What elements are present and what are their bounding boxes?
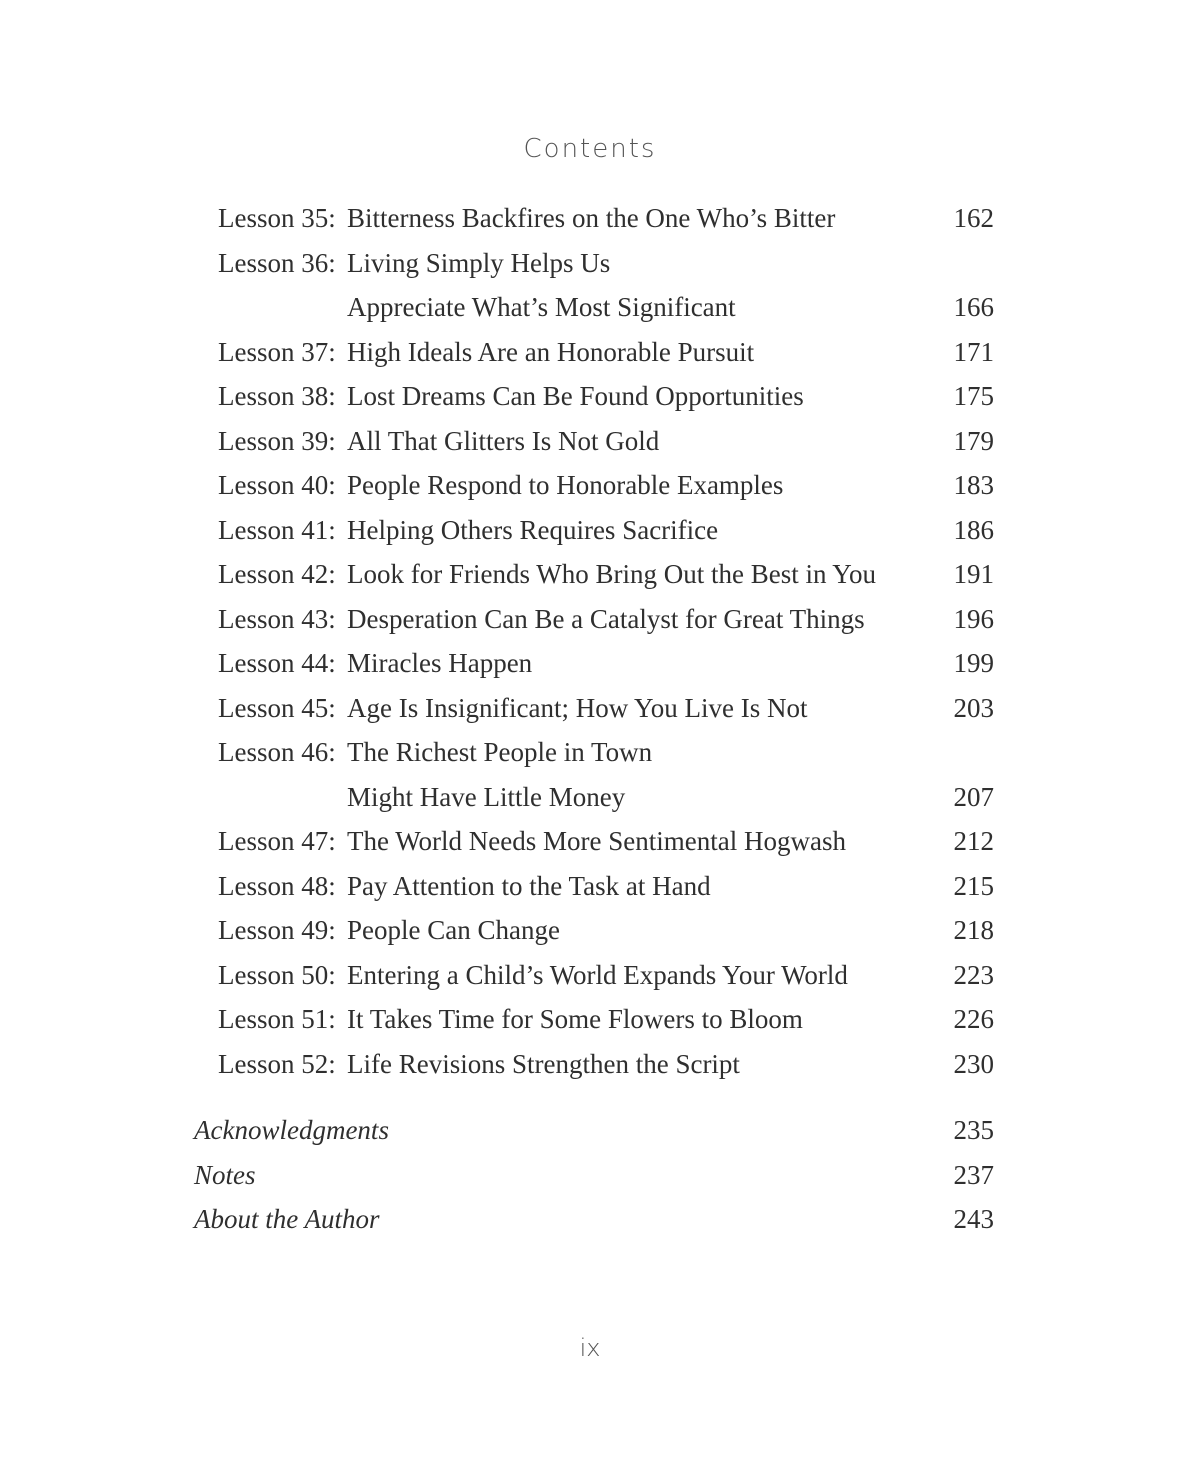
page-reference: 203 xyxy=(953,692,994,723)
lesson-number: Lesson 43: xyxy=(218,603,336,634)
back-matter-entry[interactable] xyxy=(194,1153,994,1198)
lesson-number: Lesson 42: xyxy=(218,559,336,589)
lesson-number: Lesson 37: xyxy=(218,336,336,367)
lesson-number: Lesson 52: xyxy=(218,1048,336,1079)
page-reference: 199 xyxy=(953,648,994,678)
toc-entry[interactable] xyxy=(218,597,994,642)
lesson-title: People Can Change xyxy=(347,915,560,945)
toc-entry-continuation[interactable] xyxy=(218,775,994,820)
lesson-title: The World Needs More Sentimental Hogwash xyxy=(347,826,846,856)
lesson-title: Age Is Insignificant; How You Live Is Not xyxy=(347,692,808,723)
back-matter-title: About the Author xyxy=(194,1204,380,1234)
toc-entry[interactable] xyxy=(218,864,994,909)
lesson-number: Lesson 40: xyxy=(218,470,336,500)
toc-lessons-list xyxy=(218,196,994,1086)
lesson-title: Desperation Can Be a Catalyst for Great Things xyxy=(347,603,865,634)
page-reference: 207 xyxy=(953,781,994,812)
lesson-title-continuation: Appreciate What’s Most Significant xyxy=(347,292,736,322)
lesson-number: Lesson 44: xyxy=(218,648,336,678)
lesson-title: Lost Dreams Can Be Found Opportunities xyxy=(347,381,804,411)
page-title: Contents xyxy=(523,134,657,164)
page-reference: 183 xyxy=(953,470,994,500)
lesson-number: Lesson 50: xyxy=(218,959,336,990)
page-reference: 226 xyxy=(953,1004,994,1034)
back-matter-title: Acknowledgments xyxy=(194,1115,389,1145)
toc-entry[interactable] xyxy=(218,241,994,286)
toc-entry[interactable] xyxy=(218,953,994,998)
back-matter-entry[interactable] xyxy=(194,1197,994,1242)
back-matter-entry[interactable] xyxy=(194,1108,994,1153)
lesson-number: Lesson 39: xyxy=(218,425,336,456)
back-matter-title: Notes xyxy=(194,1159,256,1190)
page-reference: 196 xyxy=(953,603,994,634)
lesson-number: Lesson 47: xyxy=(218,826,336,856)
toc-back-matter-list xyxy=(194,1108,994,1242)
page-reference: 218 xyxy=(953,915,994,945)
toc-entry[interactable] xyxy=(218,730,994,775)
page-reference: 215 xyxy=(953,870,994,901)
lesson-number: Lesson 41: xyxy=(218,514,336,545)
toc-entry[interactable] xyxy=(218,463,994,508)
lesson-title: It Takes Time for Some Flowers to Bloom xyxy=(347,1004,803,1034)
lesson-number: Lesson 35: xyxy=(218,203,336,233)
toc-entry[interactable] xyxy=(218,908,994,953)
toc-entry[interactable] xyxy=(218,997,994,1042)
lesson-title: People Respond to Honorable Examples xyxy=(347,470,784,500)
lesson-title: Miracles Happen xyxy=(347,648,533,678)
lesson-number: Lesson 36: xyxy=(218,247,336,278)
toc-entry-continuation[interactable] xyxy=(218,285,994,330)
page-number-folio: ix xyxy=(579,1334,601,1362)
page-reference: 235 xyxy=(953,1115,994,1145)
lesson-title: Entering a Child’s World Expands Your World xyxy=(347,959,848,990)
page-reference: 223 xyxy=(953,959,994,990)
page-reference: 175 xyxy=(953,381,994,411)
lesson-number: Lesson 45: xyxy=(218,692,336,723)
lesson-title: Bitterness Backfires on the One Who’s Bitter xyxy=(347,203,836,233)
lesson-title: All That Glitters Is Not Gold xyxy=(347,425,660,456)
lesson-title: Helping Others Requires Sacrifice xyxy=(347,514,719,545)
lesson-title-continuation: Might Have Little Money xyxy=(347,781,626,812)
page-reference: 191 xyxy=(953,559,994,589)
toc-entry[interactable] xyxy=(218,552,994,597)
page-reference: 166 xyxy=(953,292,994,322)
page-reference: 171 xyxy=(953,336,994,367)
lesson-title: The Richest People in Town xyxy=(347,737,653,767)
page-reference: 243 xyxy=(953,1204,994,1234)
lesson-number: Lesson 49: xyxy=(218,915,336,945)
lesson-number: Lesson 51: xyxy=(218,1004,336,1034)
lesson-title: Pay Attention to the Task at Hand xyxy=(347,870,711,901)
lesson-number: Lesson 38: xyxy=(218,381,336,411)
lesson-title: Look for Friends Who Bring Out the Best in You xyxy=(347,559,877,589)
page-reference: 212 xyxy=(953,826,994,856)
lesson-title: High Ideals Are an Honorable Pursuit xyxy=(347,336,755,367)
toc-entry[interactable] xyxy=(218,374,994,419)
toc-entry[interactable] xyxy=(218,419,994,464)
toc-entry[interactable] xyxy=(218,508,994,553)
page-reference: 237 xyxy=(953,1159,994,1190)
toc-entry[interactable] xyxy=(218,641,994,686)
page-reference: 162 xyxy=(953,203,994,233)
lesson-number: Lesson 48: xyxy=(218,870,336,901)
lesson-title: Life Revisions Strengthen the Script xyxy=(347,1048,740,1079)
page-reference: 186 xyxy=(953,514,994,545)
lesson-number: Lesson 46: xyxy=(218,737,336,767)
page-reference: 230 xyxy=(953,1048,994,1079)
lesson-title: Living Simply Helps Us xyxy=(347,247,611,278)
toc-entry[interactable] xyxy=(218,1042,994,1087)
toc-entry[interactable] xyxy=(218,196,994,241)
toc-entry[interactable] xyxy=(218,819,994,864)
page-reference: 179 xyxy=(953,425,994,456)
toc-entry[interactable] xyxy=(218,330,994,375)
toc-entry[interactable] xyxy=(218,686,994,731)
